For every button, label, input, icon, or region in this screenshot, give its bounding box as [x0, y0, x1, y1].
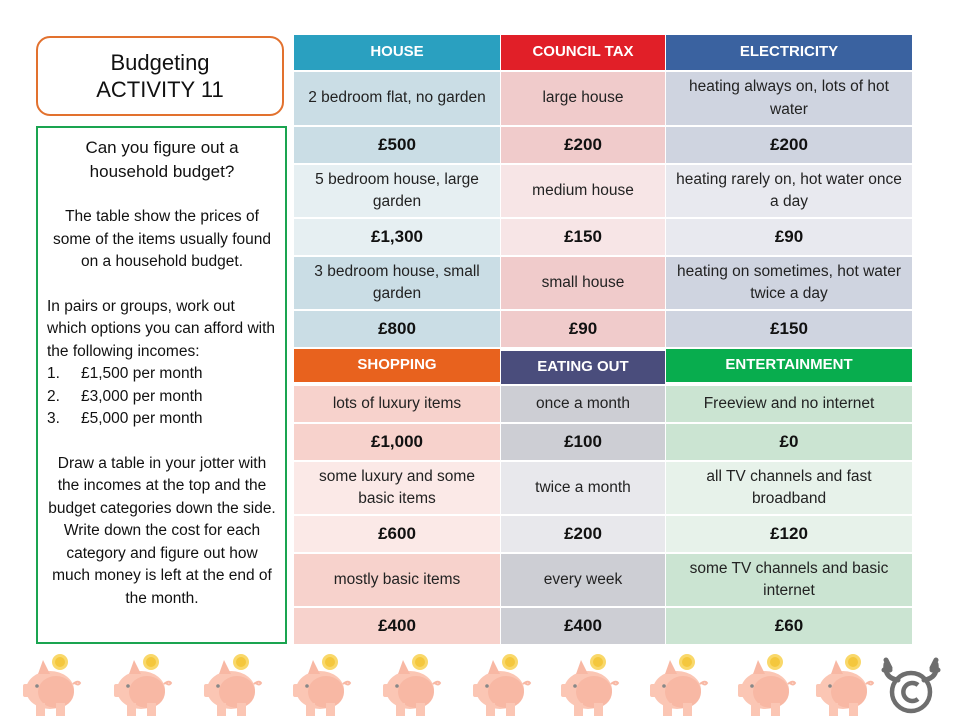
income-text: £5,000 per month — [81, 410, 203, 427]
shopping-option-price: £400 — [294, 608, 500, 644]
title-line-1: Budgeting — [110, 50, 210, 75]
header-house: HOUSE — [294, 35, 500, 70]
income-item — [47, 363, 277, 386]
piggy-bank-icon — [101, 648, 175, 720]
piggy-bank-icon — [548, 648, 622, 720]
entertainment-option-price: £120 — [666, 516, 912, 552]
shopping-option-price: £1,000 — [294, 424, 500, 460]
header-entertainment: ENTERTAINMENT — [666, 349, 912, 382]
eating-out-option-price: £400 — [501, 608, 665, 644]
council-tax-option-desc: small house — [501, 257, 665, 309]
task-text: In pairs or groups, work out which options you can afford with the following incomes: — [47, 297, 276, 360]
electricity-option-desc: heating on sometimes, hot water twice a day — [666, 257, 912, 309]
eating-out-option-desc: once a month — [501, 386, 665, 422]
income-number: 1. — [47, 365, 60, 382]
shopping-option-desc: some luxury and some basic items — [294, 462, 500, 514]
house-option-price: £1,300 — [294, 219, 500, 255]
intro-text: The table show the prices of some of the items usually found on a household budget. — [53, 208, 271, 270]
piggy-bank-icon — [280, 648, 354, 720]
instructions-box — [36, 126, 287, 644]
instructions-text: Draw a table in your jotter with the incomes at the top and the budget categories down the side. Write down the cost for each category and figure out how much money is left at the end of the month. — [48, 454, 276, 607]
header-eating-out: EATING OUT — [501, 351, 665, 384]
entertainment-option-desc: some TV channels and basic internet — [666, 554, 912, 606]
house-option-price: £500 — [294, 127, 500, 163]
shopping-option-price: £600 — [294, 516, 500, 552]
income-item — [47, 408, 277, 431]
entertainment-option-price: £0 — [666, 424, 912, 460]
house-option-price: £800 — [294, 311, 500, 347]
house-option-desc: 5 bedroom house, large garden — [294, 165, 500, 217]
electricity-option-price: £90 — [666, 219, 912, 255]
piggy-bank-icon — [370, 648, 444, 720]
eating-out-option-price: £100 — [501, 424, 665, 460]
council-tax-option-desc: large house — [501, 72, 665, 125]
header-shopping: SHOPPING — [294, 349, 500, 382]
eating-out-option-desc: twice a month — [501, 462, 665, 514]
header-electricity: ELECTRICITY — [666, 35, 912, 70]
house-option-desc: 2 bedroom flat, no garden — [294, 72, 500, 125]
shopping-option-desc: mostly basic items — [294, 554, 500, 606]
piggy-bank-icon — [191, 648, 265, 720]
council-tax-option-price: £150 — [501, 219, 665, 255]
shopping-option-desc: lots of luxury items — [294, 386, 500, 422]
activity-title-box — [36, 36, 284, 116]
income-text: £1,500 per month — [81, 365, 203, 382]
piggy-bank-row — [0, 648, 960, 720]
piggy-bank-icon — [803, 648, 877, 720]
council-tax-option-price: £90 — [501, 311, 665, 347]
piggy-bank-icon — [725, 648, 799, 720]
electricity-option-desc: heating always on, lots of hot water — [666, 72, 912, 125]
title-line-2: ACTIVITY 11 — [96, 77, 224, 102]
entertainment-option-desc: all TV channels and fast broadband — [666, 462, 912, 514]
piggy-bank-icon — [460, 648, 534, 720]
question-text: Can you figure out a household budget? — [85, 138, 239, 181]
income-list — [47, 363, 277, 431]
council-tax-option-price: £200 — [501, 127, 665, 163]
electricity-option-price: £200 — [666, 127, 912, 163]
eating-out-option-price: £200 — [501, 516, 665, 552]
piggy-bank-icon — [637, 648, 711, 720]
council-tax-option-desc: medium house — [501, 165, 665, 217]
income-number: 2. — [47, 387, 60, 405]
house-option-desc: 3 bedroom house, small garden — [294, 257, 500, 309]
income-number: 3. — [47, 410, 60, 427]
moose-copyright-logo-icon — [880, 654, 942, 716]
electricity-option-price: £150 — [666, 311, 912, 347]
entertainment-option-desc: Freeview and no internet — [666, 386, 912, 422]
entertainment-option-price: £60 — [666, 608, 912, 644]
income-item — [47, 386, 277, 409]
income-text: £3,000 per month — [81, 387, 203, 405]
piggy-bank-icon — [10, 648, 84, 720]
header-council-tax: COUNCIL TAX — [501, 35, 665, 70]
eating-out-option-desc: every week — [501, 554, 665, 606]
electricity-option-desc: heating rarely on, hot water once a day — [666, 165, 912, 217]
